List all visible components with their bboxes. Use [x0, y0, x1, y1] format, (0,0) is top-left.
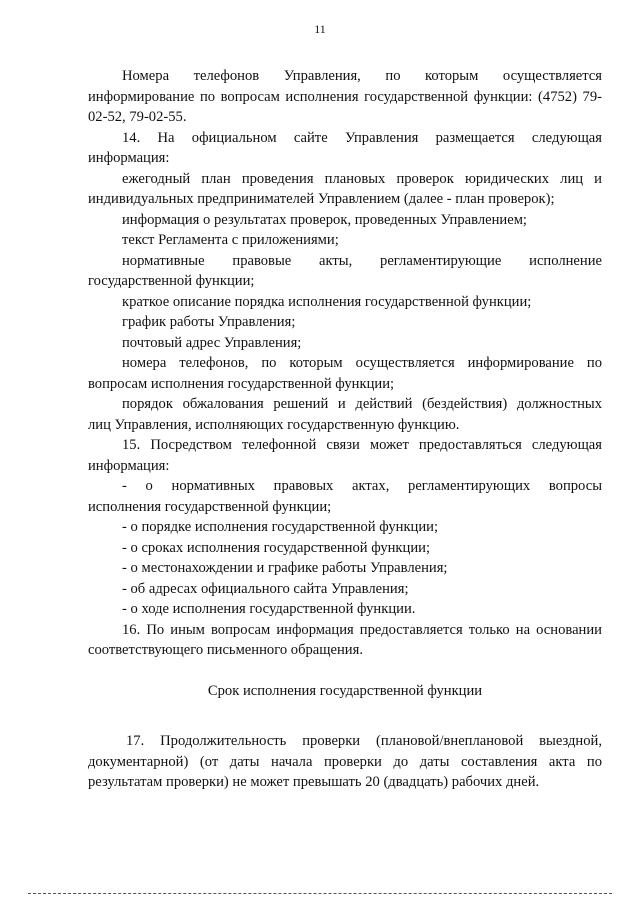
- text-line: документарной) (от даты начала проверки до даты составления акта по: [88, 753, 602, 770]
- text-line: информация:: [88, 457, 170, 474]
- list-item: - о порядке исполнения государственной функции;: [122, 519, 439, 535]
- section-heading: Срок исполнения государственной функции: [207, 682, 483, 699]
- list-item: текст Регламента с приложениями;: [122, 232, 339, 248]
- text-line: государственной функции;: [88, 273, 255, 289]
- text-line: вопросам исполнения государственной функции;: [88, 375, 395, 392]
- text-line: результатам проверки) не может превышать 20 (двадцать) рабочих дней.: [88, 774, 540, 790]
- text-line: исполнения государственной функции;: [88, 498, 332, 515]
- paragraph-15-start: 15. Посредством телефонной связи может предоставляться следующая: [122, 437, 602, 453]
- paragraph-16-start: 16. По иным вопросам информация предоставляется только на основании: [122, 621, 602, 638]
- text-line: индивидуальных предпринимателей Управлением (далее - план проверок);: [88, 191, 555, 207]
- text-line: лиц Управления, исполняющих государственную функцию.: [88, 416, 460, 433]
- list-item: - о сроках исполнения государственной функции;: [122, 539, 430, 556]
- text-line: Номера телефонов Управления, по которым осуществляется: [122, 68, 602, 84]
- list-item: порядок обжалования решений и действий (бездействия) должностных: [122, 396, 602, 412]
- list-item: ежегодный план проведения плановых проверок юридических лиц и: [122, 170, 602, 187]
- list-item: - о местонахождении и графике работы Управления;: [122, 560, 448, 576]
- list-item: краткое описание порядка исполнения государственной функции;: [122, 293, 532, 310]
- list-item: номера телефонов, по которым осуществляется информирование по: [122, 355, 602, 371]
- text-line: соответствующего письменного обращения.: [88, 642, 363, 658]
- list-item: информация о результатах проверок, проведенных Управлением;: [122, 211, 527, 228]
- list-item: график работы Управления;: [122, 314, 296, 330]
- list-item: нормативные правовые акты, регламентирующие исполнение: [122, 252, 602, 269]
- text-line: информация:: [88, 150, 170, 166]
- list-item: - о нормативных правовых актах, регламентирующих вопросы: [122, 478, 602, 494]
- page-number: 11: [314, 22, 326, 36]
- document-body: [88, 66, 602, 793]
- text-line: 02-52, 79-02-55.: [88, 109, 187, 125]
- paragraph-17-start: 17. Продолжительность проверки (плановой/внеплановой выездной,: [126, 733, 602, 749]
- text-line: информирование по вопросам исполнения государственной функции: (4752) 79-: [88, 88, 602, 105]
- list-item: - о ходе исполнения государственной функции.: [122, 601, 416, 617]
- paragraph-14-start: 14. На официальном сайте Управления размещается следующая: [122, 129, 602, 146]
- list-item: почтовый адрес Управления;: [122, 334, 302, 351]
- footer-divider: [28, 893, 612, 894]
- list-item: - об адресах официального сайта Управления;: [122, 580, 409, 597]
